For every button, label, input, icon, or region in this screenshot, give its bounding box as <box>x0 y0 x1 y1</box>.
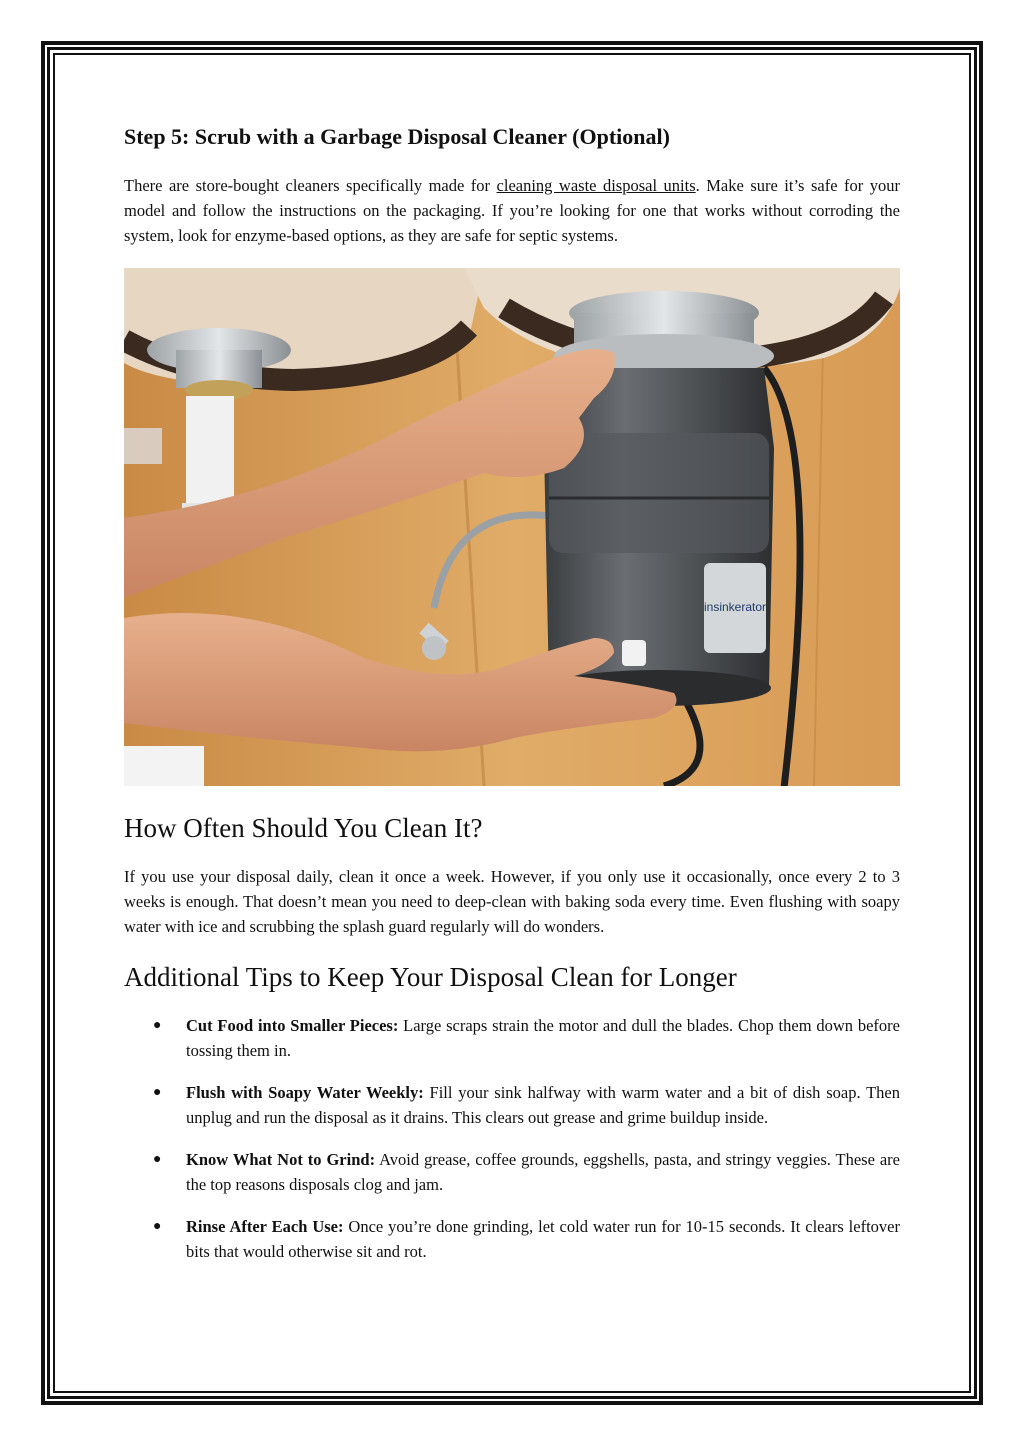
list-item <box>124 1147 900 1197</box>
bullet-icon: ● <box>153 1018 162 1033</box>
bullet-icon: ● <box>153 1085 162 1100</box>
garbage-disposal-photo <box>124 268 900 786</box>
tip-text: Once you’re done grinding, let cold water run for 10-15 seconds. It clears leftover bits that would otherwise sit and rot. <box>186 1217 900 1261</box>
tip-text: Avoid grease, coffee grounds, eggshells, pasta, and stringy veggies. These are the top reasons disposals clog and jam. <box>186 1150 900 1194</box>
step-paragraph-start: There are store-bought cleaners specifically made for <box>124 176 497 195</box>
bullet-icon: ● <box>153 1219 162 1234</box>
tip-title: Cut Food into Smaller Pieces: <box>186 1016 399 1035</box>
step-heading: Step 5: Scrub with a Garbage Disposal Cleaner (Optional) <box>124 124 670 149</box>
list-item <box>124 1013 900 1063</box>
list-item <box>124 1080 900 1130</box>
tip-title: Flush with Soapy Water Weekly: <box>186 1083 424 1102</box>
brand-label: insinkerator <box>703 600 767 614</box>
how-often-heading: How Often Should You Clean It? <box>124 813 483 843</box>
how-often-paragraph: If you use your disposal daily, clean it once a week. However, if you only use it occasionally, once every 2 to 3 weeks is enough. That doesn’t mean you need to deep-clean with baking soda every time. Even flushing with soapy water with ice and scrubbing the splash guard regularly will do wonders. <box>124 867 900 936</box>
tip-title: Know What Not to Grind: <box>186 1150 376 1169</box>
tips-heading: Additional Tips to Keep Your Disposal Clean for Longer <box>124 962 737 992</box>
cleaning-units-link[interactable]: cleaning waste disposal units <box>496 176 696 195</box>
tip-text: Fill your sink halfway with warm water and a bit of dish soap. Then unplug and run the disposal as it drains. This clears out grease and grime buildup inside. <box>186 1083 900 1127</box>
step-paragraph <box>124 173 900 248</box>
list-item <box>124 1214 900 1264</box>
garbage-disposal-illustration <box>124 268 900 786</box>
tip-title: Rinse After Each Use: <box>186 1217 344 1236</box>
tip-text: Large scraps strain the motor and dull the blades. Chop them down before tossing them in. <box>186 1016 900 1060</box>
step-paragraph-end: . Make sure it’s safe for your model and follow the instructions on the packaging. If you’re looking for one that works without corroding the system, look for enzyme-based options, as they are safe for septic systems. <box>124 176 900 245</box>
bullet-icon: ● <box>153 1152 162 1167</box>
tips-list <box>124 1013 900 1281</box>
